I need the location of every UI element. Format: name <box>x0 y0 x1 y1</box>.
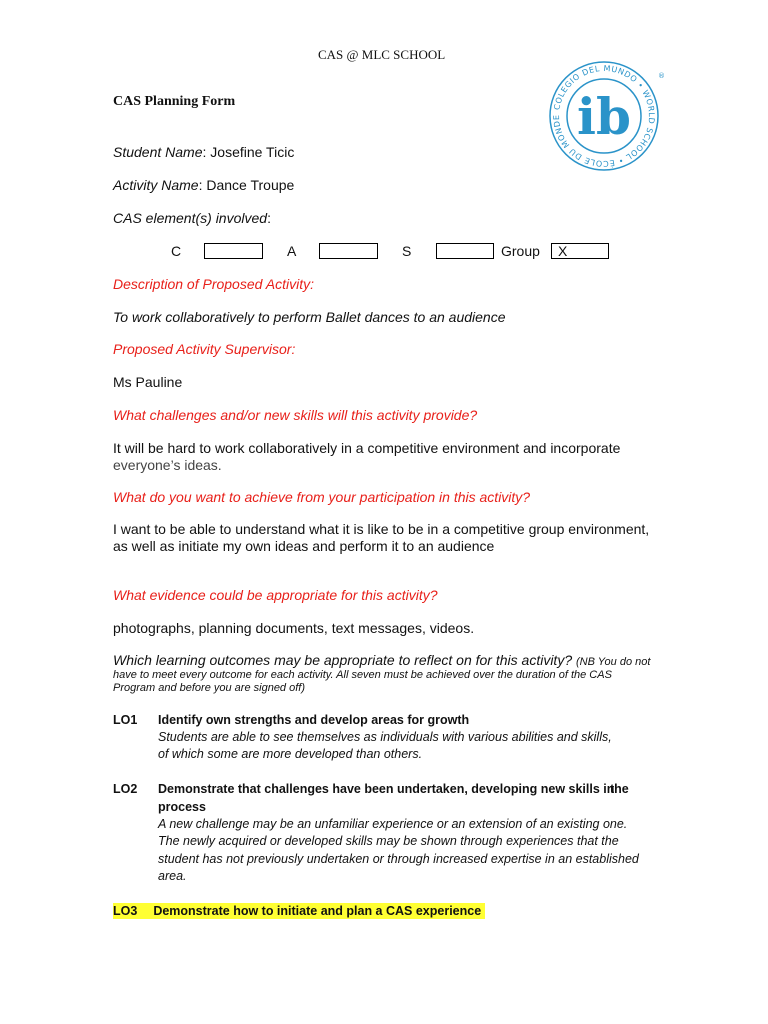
outcomes-note-line1: (NB You do not <box>576 656 651 668</box>
lo2-title-line2: process <box>158 800 206 814</box>
element-s-label: S <box>402 243 412 259</box>
lo2-title-line1-end: the <box>610 782 629 796</box>
question-challenges: What challenges and/or new skills will this activity provide? <box>113 407 478 423</box>
element-s-box[interactable] <box>436 243 494 259</box>
lo1-desc-line2: of which some are more developed than others. <box>158 747 423 761</box>
question-achieve: What do you want to achieve from your participation in this activity? <box>113 489 531 505</box>
element-c-label: C <box>171 243 182 259</box>
logo-ring-text: COLEGIO DEL MUNDO • WORLD SCHOOL • ÉCOLE DU MONDE <box>551 63 657 169</box>
question-supervisor: Proposed Activity Supervisor: <box>113 341 296 357</box>
question-description: Description of Proposed Activity: <box>113 276 315 292</box>
element-a-label: A <box>287 243 297 259</box>
lo2-title-line1: Demonstrate that challenges have been undertaken, developing new skills in <box>158 782 615 796</box>
element-group-label: Group <box>501 243 540 259</box>
student-name-row <box>113 144 294 160</box>
lo1-desc-line1: Students are able to see themselves as individuals with various abilities and skills, <box>158 730 612 744</box>
answer-description: To work collaboratively to perform Ballet dances to an audience <box>113 309 506 325</box>
element-a-box[interactable] <box>319 243 378 259</box>
cas-elements-row: CAS element(s) involved: <box>113 210 271 226</box>
activity-name-row <box>113 177 294 193</box>
form-title: CAS Planning Form <box>113 94 236 109</box>
lo2-desc-line3: student has not previously undertaken or through increased expertise in an established <box>158 852 639 866</box>
lo2-desc-line1: A new challenge may be an unfamiliar experience or an extension of an existing one. <box>158 817 628 831</box>
student-name-value: : Josefine Ticic <box>202 144 295 160</box>
lo2-desc-line4: area. <box>158 869 187 883</box>
lo3-title: Demonstrate how to initiate and plan a CAS experience <box>153 904 482 918</box>
outcomes-note-line3: Program and before you are signed off) <box>113 682 306 694</box>
student-name-label: Student Name <box>113 144 203 160</box>
element-group-box[interactable]: X <box>551 243 609 259</box>
lo1-title: Identify own strengths and develop areas for growth <box>158 713 470 727</box>
question-evidence: What evidence could be appropriate for this activity? <box>113 587 438 603</box>
page-header: CAS @ MLC SCHOOL <box>318 47 446 62</box>
lo2-desc-line2: The newly acquired or developed skills may be shown through experiences that the <box>158 834 619 848</box>
logo-mark: ib <box>577 87 631 146</box>
lo3-highlight <box>113 903 485 919</box>
logo-registered: ® <box>658 72 664 80</box>
ib-logo <box>548 60 664 172</box>
cas-elements-label: CAS element(s) involved <box>113 210 268 226</box>
lo3-code: LO3 <box>113 904 138 918</box>
lo1-code: LO1 <box>113 713 138 727</box>
answer-achieve-line1: I want to be able to understand what it is like to be in a competitive group environment, <box>113 521 650 537</box>
activity-name-label: Activity Name <box>113 177 199 193</box>
answer-challenges-line1: It will be hard to work collaboratively in a competitive environment and incorporate <box>113 440 621 456</box>
answer-supervisor: Ms Pauline <box>113 374 183 390</box>
question-outcomes: Which learning outcomes may be appropriate to reflect on for this activity? (NB You do not <box>113 652 651 668</box>
activity-name-value: : Dance Troupe <box>198 177 295 193</box>
lo2-code: LO2 <box>113 782 138 796</box>
answer-achieve-line2: as well as initiate my own ideas and perform it to an audience <box>113 538 495 554</box>
answer-evidence: photographs, planning documents, text messages, videos. <box>113 620 475 636</box>
outcomes-note-line2: have to meet every outcome for each activity. All seven must be achieved over the duration of the CAS <box>113 669 612 681</box>
element-c-box[interactable] <box>204 243 263 259</box>
answer-challenges-line2: everyone’s ideas. <box>113 457 222 473</box>
